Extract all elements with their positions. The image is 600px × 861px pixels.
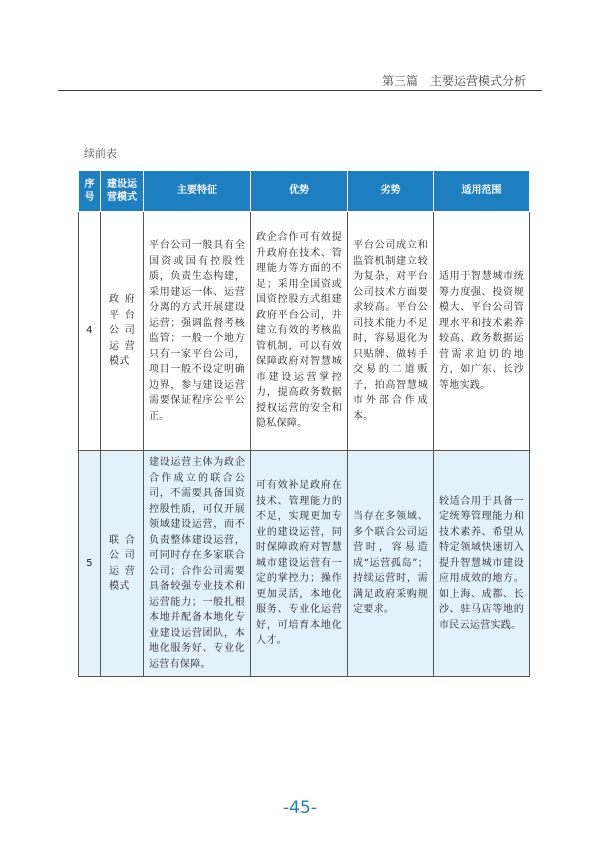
table-row	[79, 451, 530, 677]
table-row	[79, 212, 530, 451]
column-header-advantages: 优势	[251, 171, 348, 212]
row-disadvantages: 当存在多领域、多个联合公司运营时，容易造成“运营孤岛”；持续运营时，需满足政府采购规定要求。	[348, 451, 434, 677]
operating-models-table	[78, 170, 530, 677]
row-number: 4	[79, 212, 101, 451]
row-number: 5	[79, 451, 101, 677]
row-advantages: 政企合作可有效提升政府在技术、管理能力等方面的不足；采用全国资或国资控股方式组建政府平台公司，并建立有效的考核监管机制，可以有效保障政府对智慧城市建设运营掌控力，提高政务数据授权运营的安全和隐私保障。	[251, 212, 348, 451]
row-model: 政府平台公司运营模式	[101, 212, 144, 451]
column-header-disadvantages: 劣势	[348, 171, 434, 212]
page-number: -45-	[283, 798, 317, 818]
row-scope: 适用于智慧城市统筹力度强、投资规模大、平台公司管理水平和技术素养较高、政务数据运营需求迫切的地方，如广东、长沙等地实践。	[434, 212, 530, 451]
column-header-scope: 适用范围	[434, 171, 530, 212]
row-model: 联合公司运营模式	[101, 451, 144, 677]
column-header-number: 序号	[79, 171, 101, 212]
row-disadvantages: 平台公司成立和监管机制建立较为复杂，对平台公司技术方面要求较高。平台公司技术能力不足时，容易退化为只贴牌、做转手交易的二道贩子，拍高智慧城市外部合作成本。	[348, 212, 434, 451]
running-header: 第三篇 主要运营模式分析	[381, 74, 526, 88]
continued-label: 续前表	[84, 147, 117, 160]
column-header-features: 主要特征	[144, 171, 251, 212]
column-header-model: 建设运营模式	[101, 171, 144, 212]
table-header-row	[79, 171, 530, 212]
row-advantages: 可有效补足政府在技术、管理能力的不足，实现更加专业的建设运营，同时保障政府对智慧城市建设运营有一定的掌控力；操作更加灵活，本地化服务、专业化运营好，可培育本地化人才。	[251, 451, 348, 677]
row-scope: 较适合用于具备一定统筹管理能力和技术素养、希望从特定领域快速切入提升智慧城市建设应用成效的地方。如上海、成都、长沙、驻马店等地的市民云运营实践。	[434, 451, 530, 677]
row-features: 平台公司一般具有全国资或国有控股性质，负责生态构建，采用建运一体、运营分离的方式开展建设运营；强调监督考核监管；一般一个地方只有一家平台公司，项目一般不设定明确边界，参与建设运营需要保证程序公平公正。	[144, 212, 251, 451]
header-rule	[58, 90, 542, 91]
row-features: 建设运营主体为政企合作成立的联合公司，不需要具备国资控股性质，可仅开展领域建设运营，而不负责整体建设运营，可同时存在多家联合公司；合作公司需要具备较强专业技术和运营能力；一般扎根本地并配备本地化专业建设运营团队，本地化服务好、专业化运营有保障。	[144, 451, 251, 677]
